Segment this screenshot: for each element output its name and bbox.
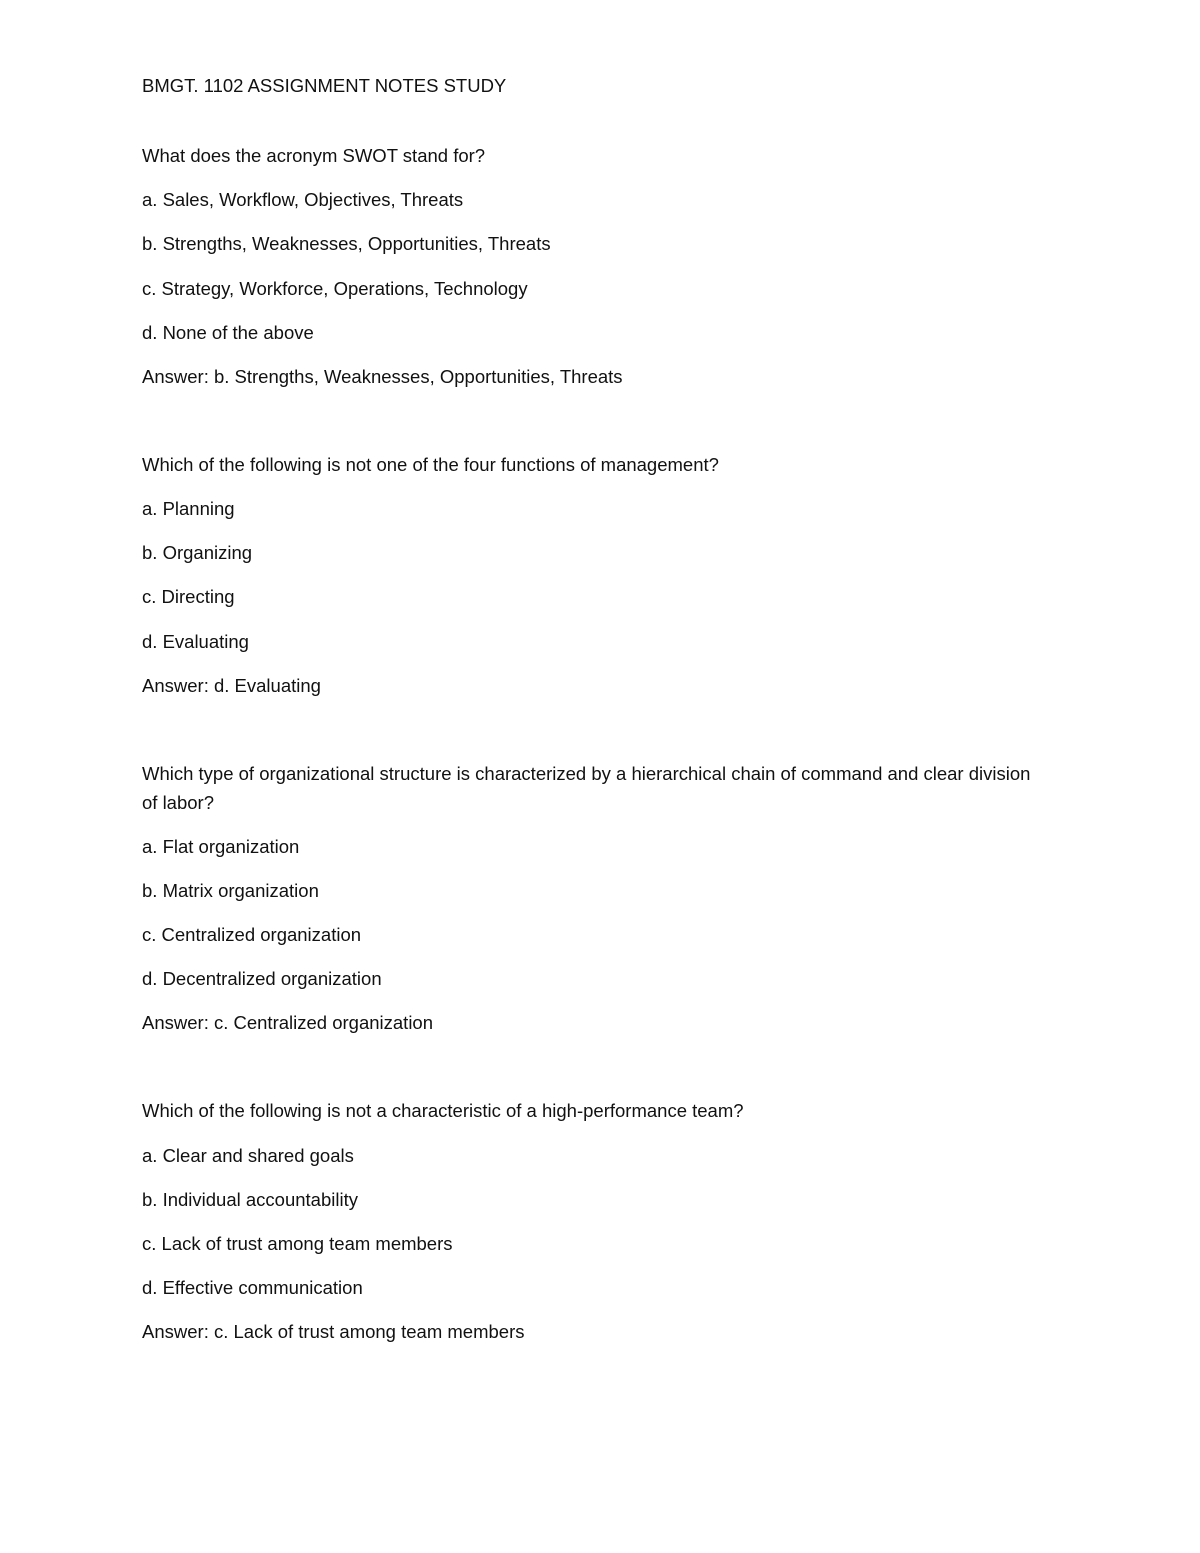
- question-4-text: Which of the following is not a characteristic of a high-performance team?: [142, 1100, 744, 1121]
- question-3-option-b: b. Matrix organization: [142, 880, 319, 901]
- question-1-option-a: a. Sales, Workflow, Objectives, Threats: [142, 189, 464, 210]
- question-2-option-c: c. Directing: [142, 586, 235, 607]
- question-4-option-a: a. Clear and shared goals: [142, 1145, 354, 1166]
- question-3-answer: Answer: c. Centralized organization: [142, 1012, 434, 1033]
- question-2-text: Which of the following is not one of the four functions of management?: [142, 454, 719, 475]
- question-3-option-a: a. Flat organization: [142, 836, 300, 857]
- question-4-option-b: b. Individual accountability: [142, 1189, 358, 1210]
- question-2-option-b: b. Organizing: [142, 542, 253, 563]
- question-2-answer: Answer: d. Evaluating: [142, 675, 321, 696]
- question-4-option-d: d. Effective communication: [142, 1277, 363, 1298]
- question-2-option-a: a. Planning: [142, 498, 235, 519]
- question-3-option-d: d. Decentralized organization: [142, 968, 382, 989]
- question-4-answer: Answer: c. Lack of trust among team members: [142, 1321, 525, 1342]
- question-1-text: What does the acronym SWOT stand for?: [142, 145, 486, 166]
- question-1-option-b: b. Strengths, Weaknesses, Opportunities, Threats: [142, 233, 551, 254]
- document-title: BMGT. 1102 ASSIGNMENT NOTES STUDY: [142, 75, 507, 96]
- question-1-answer: Answer: b. Strengths, Weaknesses, Opportunities, Threats: [142, 366, 623, 387]
- question-1-option-d: d. None of the above: [142, 322, 314, 343]
- question-4-option-c: c. Lack of trust among team members: [142, 1233, 453, 1254]
- question-3-text: Which type of organizational structure is characterized by a hierarchical chain of command and clear division of labor?: [142, 763, 1031, 813]
- question-3-option-c: c. Centralized organization: [142, 924, 362, 945]
- question-2-option-d: d. Evaluating: [142, 631, 249, 652]
- question-1-option-c: c. Strategy, Workforce, Operations, Technology: [142, 278, 528, 299]
